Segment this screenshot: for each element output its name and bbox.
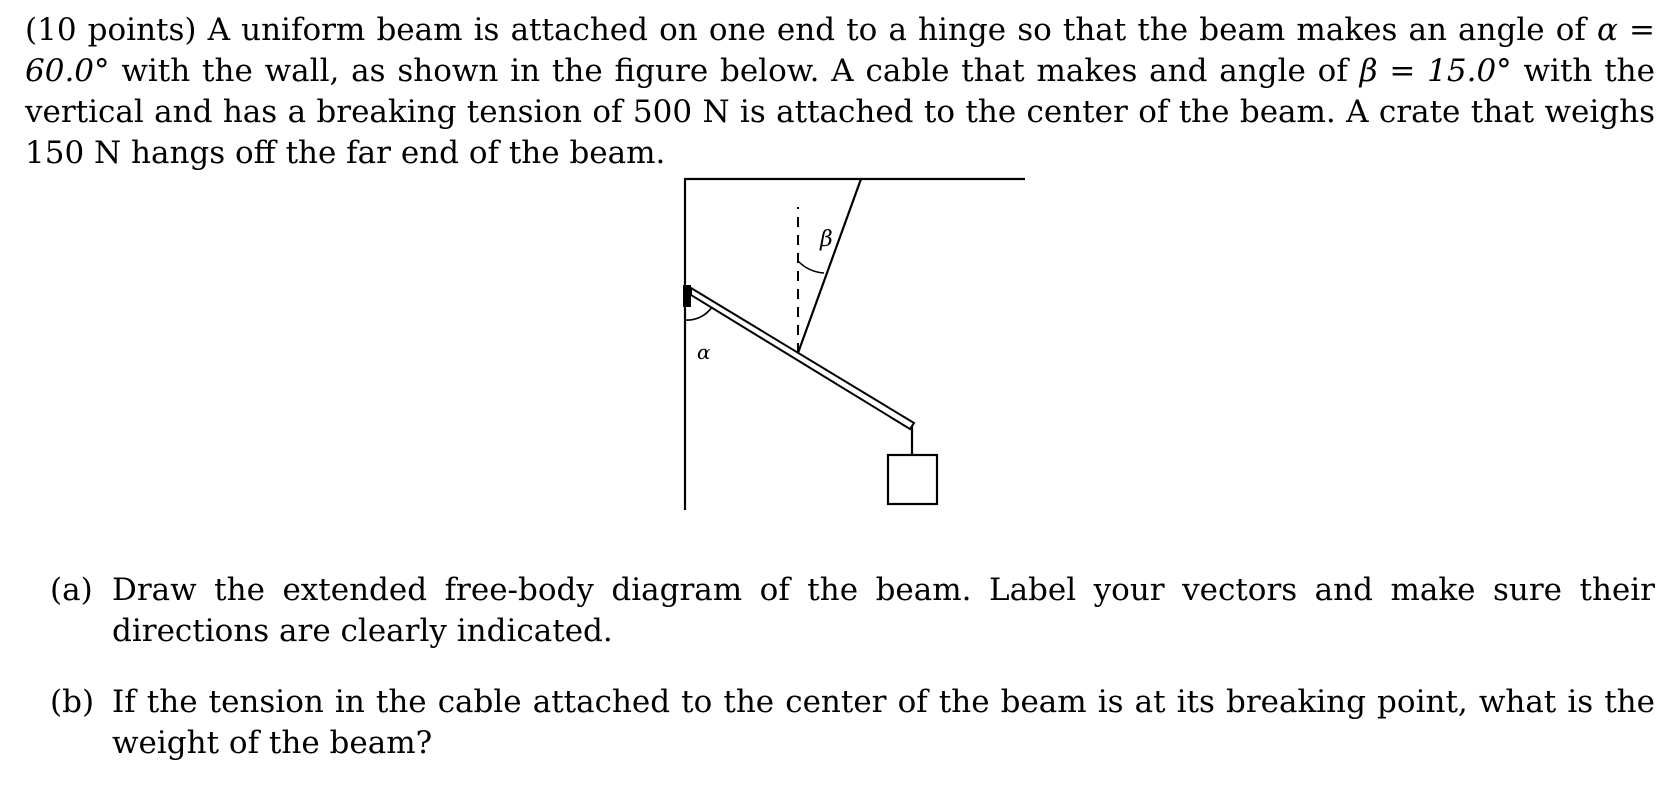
alpha-arc xyxy=(685,307,712,320)
hinge xyxy=(683,285,691,307)
problem-statement xyxy=(25,10,1655,174)
part-a-label: (a) xyxy=(50,572,93,608)
beta-label: β xyxy=(820,227,833,252)
crate xyxy=(888,455,937,504)
problem-end: with the vertical and has a breaking tension of 500 N is attached to the center of the beam. A crate that weighs 150 N hangs off the far end of the beam. xyxy=(25,53,1655,171)
part-a-text: Draw the extended free-body diagram of the beam. Label your vectors and make sure their directions are clearly indicated. xyxy=(112,572,1655,649)
problem-intro: (10 points) A uniform beam is attached on one end to a hinge so that the beam makes an angle of xyxy=(25,12,1597,48)
problem-middle: with the wall, as shown in the figure below. A cable that makes and angle of xyxy=(109,53,1360,89)
beta-expression: β = 15.0° xyxy=(1359,53,1512,89)
alpha-label: α xyxy=(697,340,711,364)
part-b-text: If the tension in the cable attached to the center of the beam is at its breaking point, what is the weight of the beam? xyxy=(112,684,1655,761)
cable xyxy=(798,179,861,353)
beam xyxy=(691,288,914,429)
beta-arc xyxy=(798,261,824,273)
beam-figure xyxy=(670,170,1030,510)
part-a xyxy=(50,570,1655,652)
beam-diagram xyxy=(670,170,1030,510)
part-b xyxy=(50,682,1655,764)
alpha-expression: α = 60.0° xyxy=(25,12,1655,89)
part-b-label: (b) xyxy=(50,684,95,720)
question-parts xyxy=(50,570,1655,794)
